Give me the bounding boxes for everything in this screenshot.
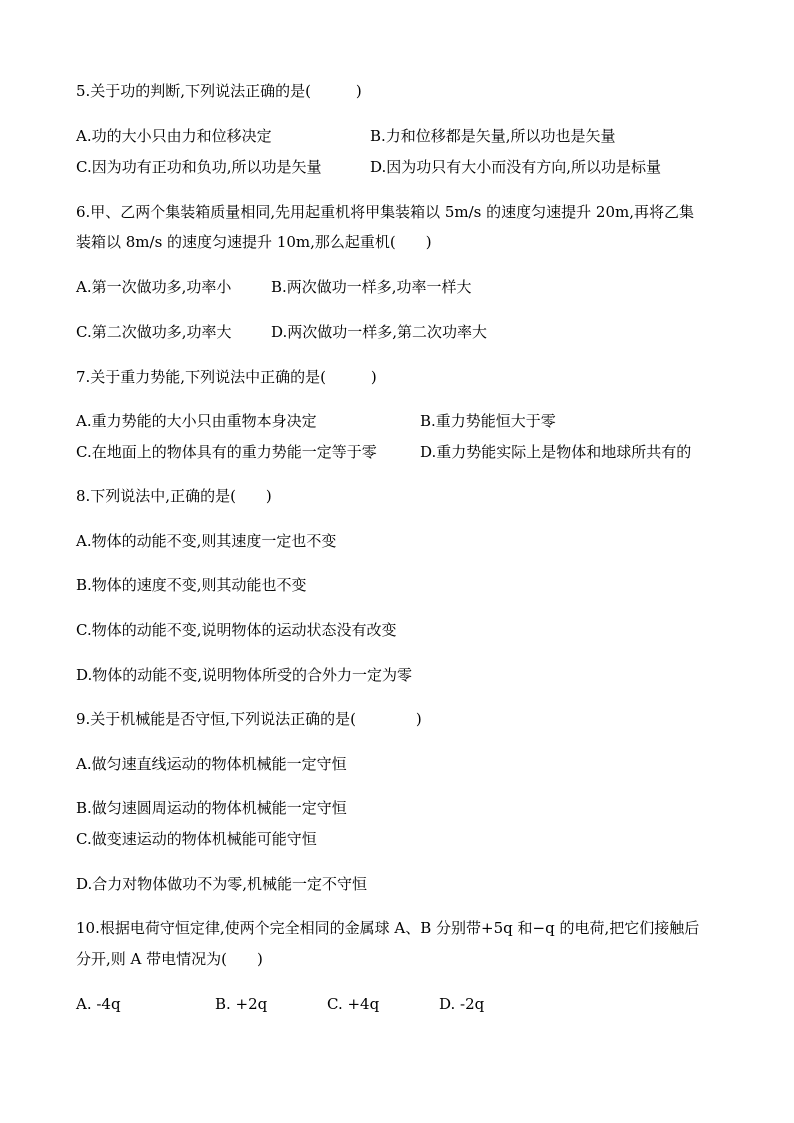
question-6-option-a: A.第一次做功多,功率小 [76, 278, 232, 296]
question-6-stem-line-2: 装箱以 8m/s 的速度匀速提升 10m,那么起重机( ) [76, 233, 432, 251]
question-7-stem: 7.关于重力势能,下列说法中正确的是( ) [76, 368, 377, 386]
question-7-option-d: D.重力势能实际上是物体和地球所共有的 [420, 443, 692, 461]
question-9-option-d: D.合力对物体做功不为零,机械能一定不守恒 [76, 875, 368, 893]
question-6-option-c: C.第二次做功多,功率大 [76, 323, 232, 341]
question-9-option-b: B.做匀速圆周运动的物体机械能一定守恒 [76, 799, 347, 817]
question-7-option-b: B.重力势能恒大于零 [420, 412, 556, 430]
question-9-stem: 9.关于机械能是否守恒,下列说法正确的是( ) [76, 710, 422, 728]
question-6-option-b: B.两次做功一样多,功率一样大 [271, 278, 472, 296]
question-10-option-c: C. +4q [327, 995, 380, 1013]
question-10-stem-line-1: 10.根据电荷守恒定律,使两个完全相同的金属球 A、B 分别带+5q 和−q 的电荷,把它们接触后 [76, 919, 700, 937]
question-6-stem-line-1: 6.甲、乙两个集装箱质量相同,先用起重机将甲集装箱以 5m/s 的速度匀速提升 20m,再将乙集 [76, 203, 694, 221]
question-9-option-a: A.做匀速直线运动的物体机械能一定守恒 [76, 755, 347, 773]
question-5-option-d: D.因为功只有大小而没有方向,所以功是标量 [370, 158, 662, 176]
question-5-option-c: C.因为功有正功和负功,所以功是矢量 [76, 158, 322, 176]
question-8-option-a: A.物体的动能不变,则其速度一定也不变 [76, 532, 337, 550]
question-9-option-c: C.做变速运动的物体机械能可能守恒 [76, 830, 317, 848]
question-10-option-b: B. +2q [215, 995, 268, 1013]
question-8-option-c: C.物体的动能不变,说明物体的运动状态没有改变 [76, 621, 397, 639]
question-8-option-d: D.物体的动能不变,说明物体所受的合外力一定为零 [76, 666, 413, 684]
question-10-option-a: A. -4q [76, 995, 121, 1013]
question-5-option-a: A.功的大小只由力和位移决定 [76, 127, 272, 145]
question-7-option-c: C.在地面上的物体具有的重力势能一定等于零 [76, 443, 377, 461]
question-8-stem: 8.下列说法中,正确的是( ) [76, 487, 272, 505]
question-6-option-d: D.两次做功一样多,第二次功率大 [271, 323, 488, 341]
question-10-stem-line-2: 分开,则 A 带电情况为( ) [76, 950, 263, 968]
question-5-stem: 5.关于功的判断,下列说法正确的是( ) [76, 82, 362, 100]
question-10-option-d: D. -2q [439, 995, 485, 1013]
question-5-option-b: B.力和位移都是矢量,所以功也是矢量 [370, 127, 616, 145]
question-8-option-b: B.物体的速度不变,则其动能也不变 [76, 576, 307, 594]
question-7-option-a: A.重力势能的大小只由重物本身决定 [76, 412, 317, 430]
